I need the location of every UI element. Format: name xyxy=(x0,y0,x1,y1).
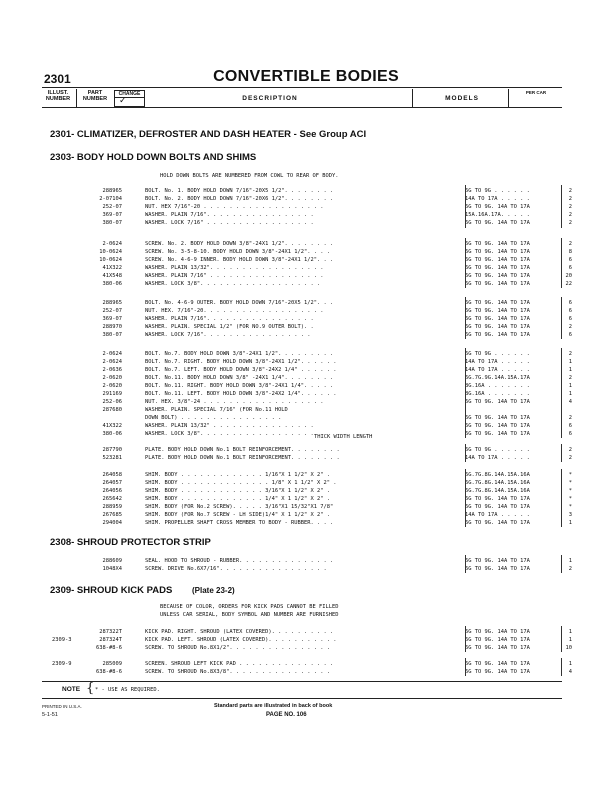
per-car: 2 xyxy=(568,455,572,461)
part-description: SCREW. No. 2. BODY HOLD DOWN 3/8"-24X1 1/2". . . . . . . . xyxy=(145,241,334,247)
part-description: SEAL. HOOD TO SHROUD - RUBBER. . . . . . . . . . . . . . . xyxy=(145,558,334,564)
models: 6G TO 9G. 14A TO 17A xyxy=(465,308,530,314)
part-number: 2-07104 xyxy=(99,196,122,202)
standard-parts-note: Standard parts are illustrated in back of book xyxy=(214,703,333,709)
per-car: 6 xyxy=(568,431,572,437)
models: 6G TO 9G. 14A TO 17A xyxy=(465,558,530,564)
header-bottom-rule xyxy=(42,107,562,108)
per-car: 1 xyxy=(568,359,572,365)
models: 14A TO 17A . . . . . xyxy=(465,512,530,518)
table-row xyxy=(52,487,572,495)
column-divider xyxy=(76,89,77,107)
col-change: CHANGE xyxy=(115,91,144,98)
note-top-rule xyxy=(42,681,562,682)
table-row xyxy=(52,219,572,227)
part-number: 2-0624 xyxy=(102,241,122,247)
per-car: 20 xyxy=(565,273,572,279)
page-title: CONVERTIBLE BODIES xyxy=(213,68,399,85)
models: 6G TO 9G. 14A TO 17A xyxy=(465,629,530,635)
per-car: 2 xyxy=(568,212,572,218)
models-divider xyxy=(465,444,466,462)
part-description: WASHER. LOCK 3/8". . . . . . . . . . . . . . . . . . . xyxy=(145,281,321,287)
part-description: SCREW. TO SHROUD No.8X1/2". . . . . . . . . . . . . . . . xyxy=(145,645,330,651)
col-part-number: PART NUMBER xyxy=(82,90,108,102)
models: 6G TO 9G. 14A TO 17A xyxy=(465,669,530,675)
table-row xyxy=(52,323,572,331)
part-description: KICK PAD. RIGHT. SHROUD (LATEX COVERED). . . . . . . . . . xyxy=(145,629,334,635)
shim-dimension-header: THICK WIDTH LENGTH xyxy=(314,434,373,440)
per-car: 2 xyxy=(568,196,572,202)
table-row xyxy=(52,203,572,211)
part-number: 2-0636 xyxy=(102,367,122,373)
part-number: 638-#8-6 xyxy=(96,669,122,675)
col-illust-number: ILLUST. NUMBER xyxy=(45,90,71,102)
table-row xyxy=(52,382,572,390)
header-top-rule xyxy=(42,87,562,88)
part-description: PLATE. BODY HOLD DOWN No.1 BOLT REINFORCEMENT. . . . . . . . xyxy=(145,447,340,453)
part-description: KICK PAD. LEFT. SHROUD (LATEX COVERED). . . . . . . . . . . xyxy=(145,637,337,643)
per-car: 2 xyxy=(568,447,572,453)
part-description: SHIM. BODY . . . . . . . . . . . . . 3/16"X 1 1/2" X 2" . xyxy=(145,488,330,494)
per-car: 2 xyxy=(568,220,572,226)
part-description: WASHER. PLAIN 7/16". . . . . . . . . . . . . . . . . xyxy=(145,316,314,322)
models: 6G TO 9G. 14A TO 17A xyxy=(465,257,530,263)
models: 6G TO 9G . . . . . . xyxy=(465,188,530,194)
part-number: 2-0624 xyxy=(102,359,122,365)
part-description: BOLT. No.7. LEFT. BODY HOLD DOWN 3/8"-24X2 1/4" . . . . . . xyxy=(145,367,337,373)
note-bottom-rule xyxy=(42,698,562,699)
table-row xyxy=(52,479,572,487)
part-number: 287680 xyxy=(102,407,122,413)
part-description: NUT. HEX. 7/16"-20. . . . . . . . . . . . . . . . . . . xyxy=(145,308,324,314)
per-car: 2 xyxy=(568,566,572,572)
per-car-divider xyxy=(561,348,562,438)
per-car: 4 xyxy=(568,669,572,675)
per-car: 6 xyxy=(568,332,572,338)
models: 6G TO 9G. 14A TO 17A xyxy=(465,241,530,247)
models: 6G TO 9G. 14A TO 17A xyxy=(465,496,530,502)
per-car: 6 xyxy=(568,257,572,263)
part-number: 638-#8-6 xyxy=(96,645,122,651)
per-car: 8 xyxy=(568,249,572,255)
part-number: 2-0620 xyxy=(102,383,122,389)
part-description: SHIM. PROPELLER SHAFT CROSS MEMBER TO BODY - RUBBER. . . . xyxy=(145,520,334,526)
part-description: SHIM. BODY . . . . . . . . . . . . . 1/16"X 1 1/2" X 2" . xyxy=(145,472,330,478)
part-description: WASHER. PLAIN 7/16". . . . . . . . . . . . . . . . . xyxy=(145,212,314,218)
part-description: BOLT. No.11. BODY HOLD DOWN 3/8" -24X1 1/4". . . . . . . . xyxy=(145,375,334,381)
models: 6G TO 9G. 14A TO 17A xyxy=(465,324,530,330)
per-car: 1 xyxy=(568,367,572,373)
per-car: * xyxy=(568,488,572,494)
per-car: 2 xyxy=(568,188,572,194)
table-row xyxy=(52,315,572,323)
per-car: 6 xyxy=(568,316,572,322)
column-divider xyxy=(412,89,413,107)
part-description: SCREW. TO SHROUD No.8X3/8". . . . . . . . . . . . . . . . xyxy=(145,669,330,675)
page-code: 2301 xyxy=(44,72,71,86)
table-row xyxy=(52,307,572,315)
part-description: WASHER. PLAIN 7/16" . . . . . . . . . . . . . . . . . . xyxy=(145,273,324,279)
part-number: 287322T xyxy=(99,629,122,635)
table-row xyxy=(52,454,572,462)
illust-number: 2309-9 xyxy=(52,661,72,667)
note-text: * - USE AS REQUIRED. xyxy=(95,687,160,693)
per-car-divider xyxy=(561,444,562,462)
part-description: BOLT. No.7. BODY HOLD DOWN 3/8"-24X1 1/2". . . . . . . . . xyxy=(145,351,334,357)
part-number: 287324T xyxy=(99,637,122,643)
models: 6G TO 9G. 14A TO 17A xyxy=(465,645,530,651)
part-description: SCREW. No. 3-5-8-10. BODY HOLD DOWN 3/8"-24X1 1/2". . . . xyxy=(145,249,330,255)
part-number: 10-0624 xyxy=(99,257,122,263)
part-number: 523281 xyxy=(102,455,122,461)
models: 6G TO 9G. 14A TO 17A xyxy=(465,661,530,667)
per-car: 1 xyxy=(568,383,572,389)
per-car: * xyxy=(568,496,572,502)
part-description: WASHER. PLAIN. SPECIAL 7/16" (FOR No.11 HOLD xyxy=(145,407,288,413)
per-car: 1 xyxy=(568,629,572,635)
models: 6G TO 9G. 14A TO 17A xyxy=(465,300,530,306)
part-description: SCREW. No. 4-6-9 INNER. BODY HOLD DOWN 3/8"-24X1 1/2". . . xyxy=(145,257,334,263)
part-description: DOWN BOLT) . . . . . . . . . . . . . . . . xyxy=(145,415,282,421)
illust-number: 2309-3 xyxy=(52,637,72,643)
table-row xyxy=(52,565,572,573)
models: 14A TO 17A . . . . . xyxy=(465,455,530,461)
table-row xyxy=(52,248,572,256)
per-car-divider xyxy=(561,555,562,573)
table-row xyxy=(52,272,572,280)
per-car: 4 xyxy=(568,399,572,405)
models: 6G TO 9G . . . . . . xyxy=(465,351,530,357)
part-description: BOLT. No. 2. BODY HOLD DOWN 7/16"-20X6 1/2". . . . . . . . xyxy=(145,196,334,202)
models: 6G TO 9G. 14A TO 17A xyxy=(465,204,530,210)
table-row xyxy=(52,195,572,203)
table-row xyxy=(52,422,572,430)
per-car: * xyxy=(568,504,572,510)
per-car: 10 xyxy=(565,645,572,651)
part-description: SHIM. BODY . . . . . . . . . . . . . . 1/8" X 1 1/2" X 2" . xyxy=(145,480,337,486)
print-date: 5-1-51 xyxy=(42,712,58,718)
table-row xyxy=(52,430,572,438)
part-description: PLATE. BODY HOLD DOWN No.1 BOLT REINFORCEMENT. . . . . . . . xyxy=(145,455,340,461)
part-description: WASHER. LOCK 7/16" . . . . . . . . . . . . . . . . . xyxy=(145,220,314,226)
table-row xyxy=(52,299,572,307)
table-row xyxy=(52,519,572,527)
note-label: NOTE xyxy=(62,686,81,693)
part-number: 264057 xyxy=(102,480,122,486)
page-number: PAGE NO. 106 xyxy=(266,712,307,718)
col-description: DESCRIPTION xyxy=(242,95,298,102)
part-number: 380-06 xyxy=(102,281,122,287)
plate-reference: (Plate 23-2) xyxy=(192,586,235,595)
per-car: 22 xyxy=(565,281,572,287)
models: 14A TO 17A . . . . . xyxy=(465,359,530,365)
models: 6G TO 9G. 14A TO 17A xyxy=(465,249,530,255)
part-number: 267685 xyxy=(102,512,122,518)
part-number: 41X322 xyxy=(102,423,122,429)
per-car-divider xyxy=(561,469,562,527)
part-description: WASHER. LOCK 3/8". . . . . . . . . . . . . . . . . . xyxy=(145,431,314,437)
part-number: 1048X4 xyxy=(102,566,122,572)
part-number: 285009 xyxy=(102,661,122,667)
table-row xyxy=(52,557,572,565)
models-divider xyxy=(465,555,466,573)
part-description: BOLT. No.11. RIGHT. BODY HOLD DOWN 3/8"-24X1 1/4". . . . . xyxy=(145,383,334,389)
col-models: MODELS xyxy=(445,95,479,102)
per-car: 6 xyxy=(568,265,572,271)
group-note: HOLD DOWN BOLTS ARE NUMBERED FROM COWL TO REAR OF BODY. xyxy=(160,173,339,179)
models-divider xyxy=(465,297,466,339)
part-number: 288965 xyxy=(102,188,122,194)
part-description: WASHER. PLAIN 13/32" . . . . . . . . . . . . . . . . xyxy=(145,423,314,429)
table-row xyxy=(52,446,572,454)
models: 14A TO 17A . . . . . xyxy=(465,367,530,373)
table-row xyxy=(52,211,572,219)
group-note: BECAUSE OF COLOR, ORDERS FOR KICK PADS CANNOT BE FILLED xyxy=(160,604,339,610)
models: 8G.16A . . . . . . . xyxy=(465,383,530,389)
change-box xyxy=(114,90,145,107)
part-number: 369-07 xyxy=(102,316,122,322)
per-car-divider xyxy=(561,185,562,228)
table-row xyxy=(52,668,572,676)
part-number: 265642 xyxy=(102,496,122,502)
table-row xyxy=(52,280,572,288)
table-row xyxy=(52,628,572,636)
table-row xyxy=(52,350,572,358)
models-divider xyxy=(465,185,466,228)
table-row xyxy=(52,390,572,398)
part-description: NUT. HEX 7/16"-20 . . . . . . . . . . . . . . . . . . . xyxy=(145,204,324,210)
per-car: 2 xyxy=(568,351,572,357)
table-row xyxy=(52,374,572,382)
models-divider xyxy=(465,348,466,438)
per-car: 1 xyxy=(568,391,572,397)
table-row xyxy=(52,636,572,644)
table-row xyxy=(52,495,572,503)
part-description: SCREW. DRIVE No.6X7/16". . . . . . . . . . . . . . . . . xyxy=(145,566,327,572)
column-divider xyxy=(508,89,509,107)
part-number: 252-06 xyxy=(102,399,122,405)
part-number: 288970 xyxy=(102,324,122,330)
models: 15A.16A.17A. . . . . xyxy=(465,212,530,218)
per-car-divider xyxy=(561,297,562,339)
table-row xyxy=(52,240,572,248)
part-number: 288959 xyxy=(102,504,122,510)
note-brace: { xyxy=(86,681,95,696)
per-car: 2 xyxy=(568,324,572,330)
per-car: 2 xyxy=(568,415,572,421)
models-divider xyxy=(465,626,466,652)
per-car: 6 xyxy=(568,300,572,306)
part-number: 380-06 xyxy=(102,431,122,437)
table-row xyxy=(52,471,572,479)
part-number: 380-07 xyxy=(102,220,122,226)
part-number: 287790 xyxy=(102,447,122,453)
part-description: NUT. HEX. 3/8"-24 . . . . . . . . . . . . . . . . . . . xyxy=(145,399,324,405)
per-car: 1 xyxy=(568,520,572,526)
group-heading-2301: 2301- CLIMATIZER, DEFROSTER AND DASH HEATER - See Group ACI xyxy=(50,129,367,140)
models: 6G TO 9G . . . . . . xyxy=(465,447,530,453)
table-row xyxy=(52,644,572,652)
table-row xyxy=(52,398,572,406)
models: 6G.7G.8G.14A.15A.16A xyxy=(465,488,530,494)
per-car: 2 xyxy=(568,204,572,210)
per-car: * xyxy=(568,472,572,478)
part-number: 2-0624 xyxy=(102,351,122,357)
part-description: WASHER. LOCK 7/16". . . . . . . . . . . . . . . . . xyxy=(145,332,311,338)
part-number: 2-0620 xyxy=(102,375,122,381)
per-car: 2 xyxy=(568,375,572,381)
table-row xyxy=(52,511,572,519)
per-car: * xyxy=(568,480,572,486)
table-row xyxy=(52,187,572,195)
per-car-divider xyxy=(561,626,562,652)
part-number: 288965 xyxy=(102,300,122,306)
part-description: WASHER. PLAIN. SPECIAL 1/2" (FOR NO.9 OUTER BOLT). . xyxy=(145,324,314,330)
models: 6G TO 9G. 14A TO 17A xyxy=(465,415,530,421)
per-car: 2 xyxy=(568,241,572,247)
part-number: 294004 xyxy=(102,520,122,526)
per-car: 6 xyxy=(568,308,572,314)
models: 8G.16A . . . . . . . xyxy=(465,391,530,397)
part-number: 10-0624 xyxy=(99,249,122,255)
table-row xyxy=(52,660,572,668)
table-row xyxy=(52,264,572,272)
per-car: 3 xyxy=(568,512,572,518)
models: 6G TO 9G. 14A TO 17A xyxy=(465,273,530,279)
per-car: 6 xyxy=(568,423,572,429)
models: 6G.7G.8G.14A.15A.16A xyxy=(465,472,530,478)
models: 6G.7G.8G.14A.15A.16A xyxy=(465,480,530,486)
models: 6G TO 9G. 14A TO 17A xyxy=(465,504,530,510)
group-heading-2309: 2309- SHROUD KICK PADS xyxy=(50,585,173,596)
part-number: 252-07 xyxy=(102,308,122,314)
per-car: 1 xyxy=(568,661,572,667)
table-row xyxy=(52,331,572,339)
part-description: BOLT. No. 4-6-9 OUTER. BODY HOLD DOWN 7/16"-20X5 1/2". . . xyxy=(145,300,334,306)
models: 6G TO 9G. 14A TO 17A xyxy=(465,637,530,643)
models: 6G TO 9G. 14A TO 17A xyxy=(465,265,530,271)
models: 6G TO 9G. 14A TO 17A xyxy=(465,566,530,572)
models: 6G TO 9G. 14A TO 17A xyxy=(465,220,530,226)
per-car-divider xyxy=(561,658,562,676)
part-description: BOLT. No. 1. BODY HOLD DOWN 7/16"-20X5 1/2". . . . . . . . xyxy=(145,188,334,194)
part-number: 41X548 xyxy=(102,273,122,279)
models: 6G.7G.9G.14A.15A.17A xyxy=(465,375,530,381)
models: 6G TO 9G. 14A TO 17A xyxy=(465,332,530,338)
part-number: 264056 xyxy=(102,488,122,494)
per-car: 1 xyxy=(568,558,572,564)
part-description: SHIM. BODY (FOR No.7 SCREW - LH SIDE)1/4" X 1 1/2" X 2" . xyxy=(145,512,330,518)
per-car: 1 xyxy=(568,637,572,643)
table-row xyxy=(52,503,572,511)
part-description: SHIM. BODY (FOR No.2 SCREW). . . . . 3/16"X1 15/32"X1 7/8" xyxy=(145,504,334,510)
group-note: UNLESS CAR SERIAL, BODY SYMBOL AND NUMBER ARE FURNISHED xyxy=(160,612,339,618)
per-car-divider xyxy=(561,238,562,288)
models: 14A TO 17A . . . . . xyxy=(465,196,530,202)
printed-in: PRINTED IN U.S.A. xyxy=(42,704,82,709)
part-number: 288609 xyxy=(102,558,122,564)
part-number: 264058 xyxy=(102,472,122,478)
models: 6G TO 9G. 14A TO 17A xyxy=(465,431,530,437)
group-heading-2308: 2308- SHROUD PROTECTOR STRIP xyxy=(50,537,211,548)
models-divider xyxy=(465,658,466,676)
part-description: SCREEN. SHROUD LEFT KICK PAD . . . . . . . . . . . . . . . xyxy=(145,661,334,667)
table-row xyxy=(52,406,572,414)
part-description: BOLT. No.11. LEFT. BODY HOLD DOWN 3/8"-24X2 1/4". . . . . . xyxy=(145,391,337,397)
part-description: SHIM. BODY . . . . . . . . . . . . . 1/4" X 1 1/2" X 2" . xyxy=(145,496,330,502)
models-divider xyxy=(465,238,466,288)
col-per-car: PER CAR xyxy=(525,90,547,95)
models: 6G TO 9G. 14A TO 17A xyxy=(465,316,530,322)
table-row xyxy=(52,256,572,264)
models: 6G TO 9G. 14A TO 17A xyxy=(465,423,530,429)
models: 6G TO 9G. 14A TO 17A xyxy=(465,281,530,287)
table-row xyxy=(52,366,572,374)
part-number: 252-07 xyxy=(102,204,122,210)
part-number: 41X322 xyxy=(102,265,122,271)
checkmark-icon: ✓ xyxy=(119,96,127,106)
models: 6G TO 9G. 14A TO 17A xyxy=(465,520,530,526)
models-divider xyxy=(465,469,466,527)
group-heading-2303: 2303- BODY HOLD DOWN BOLTS AND SHIMS xyxy=(50,152,257,163)
part-number: 380-07 xyxy=(102,332,122,338)
table-row xyxy=(52,414,572,422)
part-number: 291169 xyxy=(102,391,122,397)
part-description: BOLT. No.7. RIGHT. BODY HOLD DOWN 3/8"-24X1 1/2". . . . . . xyxy=(145,359,337,365)
models: 6G TO 9G. 14A TO 17A xyxy=(465,399,530,405)
part-description: WASHER. PLAIN 13/32". . . . . . . . . . . . . . . . . . xyxy=(145,265,324,271)
table-row xyxy=(52,358,572,366)
part-number: 369-07 xyxy=(102,212,122,218)
